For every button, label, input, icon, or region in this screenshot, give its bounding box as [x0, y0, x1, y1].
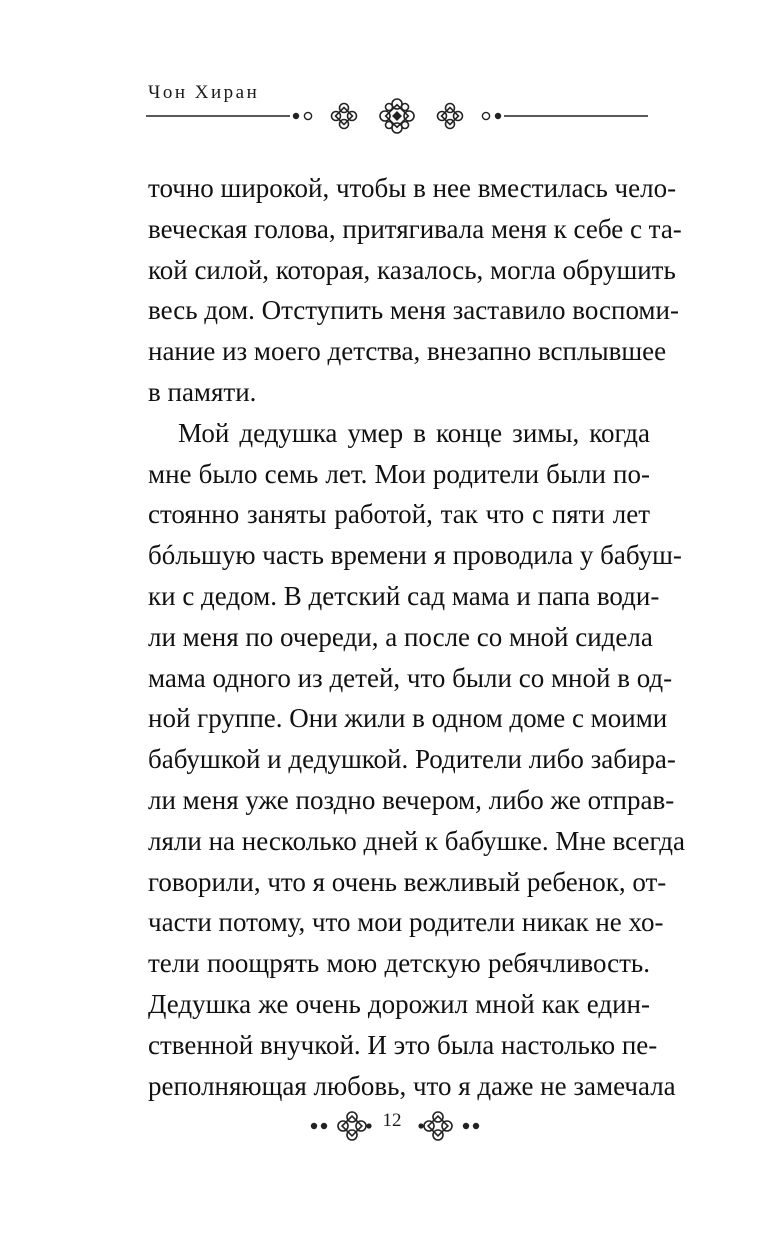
text-line: бабушкой и дедушкой. Родители либо забира- [148, 744, 676, 775]
text-line: ственной внучкой. И это была настолько пе- [148, 1029, 658, 1060]
body-text [148, 168, 685, 1106]
header-ornament-rule [146, 98, 648, 134]
paragraph [148, 413, 685, 1107]
paragraph [148, 168, 682, 413]
text-line: мне было семь лет. Мои родители были по- [148, 458, 650, 489]
text-line: ляли на несколько дней к бабушке. Мне всегда [148, 825, 685, 856]
text-line: в памяти. [148, 376, 257, 407]
page-number: 12 [382, 1110, 402, 1131]
text-line: части потому, что мои родители никак не хо- [148, 907, 664, 938]
text-line: Мой дедушка умер в конце зимы, когда [178, 417, 650, 448]
text-line: ки с дедом. В детский сад мама и папа води- [148, 580, 660, 611]
text-line: весь дом. Отступить меня заставило воспоми- [148, 295, 679, 326]
text-line: реполняющая любовь, что я даже не замечала [148, 1070, 676, 1101]
text-line: говорили, что я очень вежливый ребенок, от- [148, 866, 667, 897]
text-line: бóльшую часть времени я проводила у бабуш- [148, 540, 682, 571]
text-line: кой силой, которая, казалось, могла обрушить [148, 254, 676, 285]
text-line: стоянно заняты работой, так что с пяти лет [148, 499, 650, 530]
text-line: ной группе. Они жили в одном доме с моими [148, 703, 668, 734]
text-line: точно широкой, чтобы в нее вместилась чело- [148, 173, 677, 203]
text-line: Дедушка же очень дорожил мной как един- [148, 988, 650, 1019]
running-header-author: Чон Хиран [148, 82, 260, 103]
text-line: мама одного из детей, что были со мной в од- [148, 662, 673, 693]
text-line: ли меня по очереди, а после со мной сидела [148, 621, 653, 652]
text-line: ли меня уже поздно вечером, либо же отправ- [148, 784, 675, 815]
text-line: нание из моего детства, внезапно всплывшее [148, 336, 667, 367]
text-line: тели поощрять мою детскую ребячливость. [148, 948, 650, 979]
text-line: веческая голова, притягивала меня к себе с та- [148, 213, 682, 244]
